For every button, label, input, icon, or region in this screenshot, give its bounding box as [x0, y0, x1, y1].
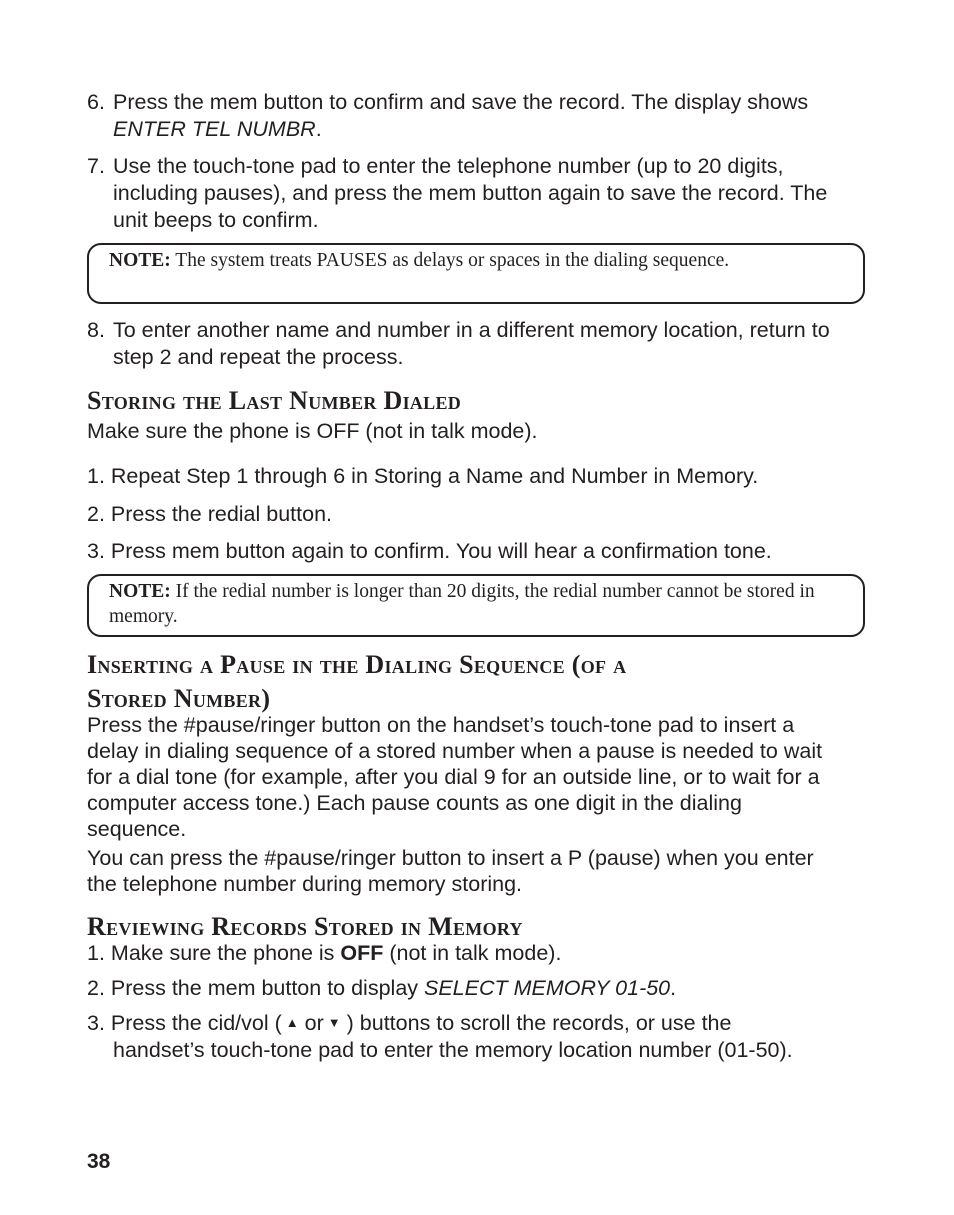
step-8: [87, 317, 877, 371]
note-text: If the redial number is longer than 20 digits, the redial number cannot be stored in memory.: [109, 581, 815, 627]
step-3-continued: handset’s touch-tone pad to enter the memory location number (01-50).: [113, 1038, 793, 1062]
section-heading-reviewing-records: Reviewing Records Stored in Memory: [87, 912, 523, 941]
step-2-text: 2. Press the mem button to display: [87, 976, 424, 1000]
note-box-pauses: [87, 243, 865, 304]
section-1-intro: Make sure the phone is OFF (not in talk mode).: [87, 419, 538, 443]
step-text: [113, 89, 877, 143]
step-1-end: (not in talk mode).: [383, 941, 562, 965]
step-3-text-end: ) buttons to scroll the records, or use the: [346, 1011, 732, 1035]
step-6-end: .: [315, 117, 322, 141]
section-heading-insert-pause-line-1: Inserting a Pause in the Dialing Sequence (of a: [87, 650, 627, 679]
step-7: [87, 153, 877, 234]
section-1-step-3: 3. Press mem button again to confirm. You will hear a confirmation tone.: [87, 539, 772, 563]
section-2-paragraph-1: Press the #pause/ringer button on the handset’s touch-tone pad to insert a delay in dialing sequence of a stored number when a pause is needed to wait for a dial tone (for example, after you dial 9 for an outside line, or to wait for a computer access tone.) Each pause counts as one digit in the dialing sequence.: [87, 713, 823, 841]
step-number: 7.: [87, 154, 105, 178]
section-1-step-1: 1. Repeat Step 1 through 6 in Storing a Name and Number in Memory.: [87, 464, 759, 488]
section-3-step-1: [87, 940, 877, 966]
step-1-text: 1. Make sure the phone is: [87, 941, 341, 965]
page-number: 38: [87, 1150, 111, 1173]
step-6-text: Press the mem button to confirm and save the record. The display shows: [113, 90, 809, 114]
down-arrow-icon: ▼: [327, 1015, 341, 1030]
section-3-step-3: [87, 1009, 877, 1064]
section-2-paragraph-2: You can press the #pause/ringer button to insert a P (pause) when you enter the telephone number during memory storing.: [87, 846, 814, 896]
section-heading-last-number: Storing the Last Number Dialed: [87, 386, 462, 415]
note-box-redial: [87, 574, 865, 637]
step-6: [87, 89, 877, 143]
step-2-end: .: [670, 976, 677, 1000]
step-number: 6.: [87, 90, 105, 114]
step-3-text: 3. Press the cid/vol (: [87, 1011, 282, 1035]
step-number: 8.: [87, 318, 105, 342]
note-label: NOTE:: [109, 250, 171, 271]
section-3-step-2: [87, 975, 877, 1001]
note-label: NOTE:: [109, 581, 171, 602]
note-text: The system treats PAUSES as delays or spaces in the dialing sequence.: [175, 250, 730, 271]
or-text: or: [304, 1011, 324, 1035]
up-arrow-icon: ▲: [285, 1015, 299, 1030]
step-7-text: Use the touch-tone pad to enter the telephone number (up to 20 digits, including pauses), and press the mem button again to save the record. The unit beeps to confirm.: [113, 154, 828, 232]
off-emphasis: OFF: [340, 941, 384, 965]
display-text: SELECT MEMORY 01-50: [424, 976, 671, 1000]
section-1-step-2: 2. Press the redial button.: [87, 502, 333, 526]
display-text: ENTER TEL NUMBR: [113, 117, 316, 141]
section-heading-insert-pause-line-2: Stored Number): [87, 684, 271, 713]
step-8-text: To enter another name and number in a different memory location, return to step 2 and repeat the process.: [113, 318, 830, 369]
